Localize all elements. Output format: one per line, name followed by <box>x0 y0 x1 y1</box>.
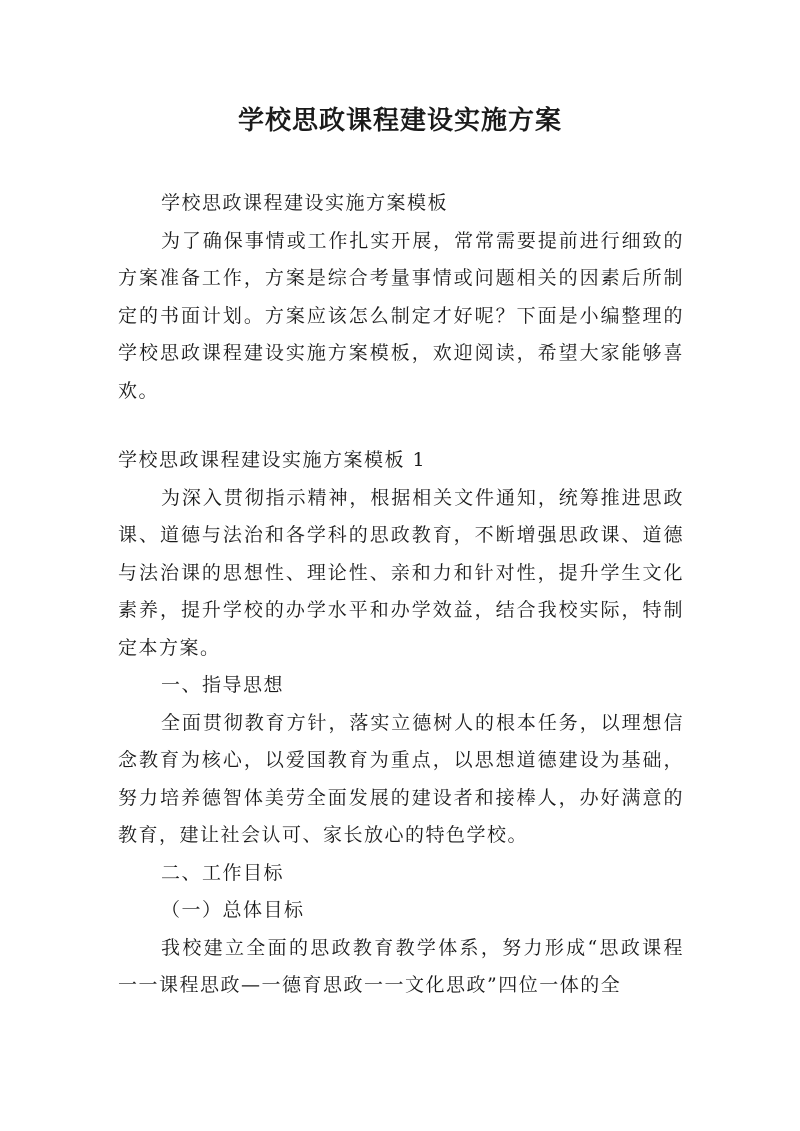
document-body <box>118 185 684 1005</box>
intro-paragraph: 为了确保事情或工作扎实开展，常常需要提前进行细致的方案准备工作，方案是综合考量事情或问题相关的因素后所制定的书面计划。方案应该怎么制定才好呢？下面是小编整理的学校思政课程建设实施方案模板，欢迎阅读，希望大家能够喜欢。 <box>118 229 684 402</box>
overall-goal-paragraph: 我校建立全面的思政教育教学体系，努力形成“思政课程一一课程思政—一德育思政一一文化思政”四位一体的全 <box>118 936 684 996</box>
heading-overall-goal: （一）总体目标 <box>161 899 305 921</box>
document-title: 学校思政课程建设实施方案 <box>237 106 562 136</box>
subtitle-paragraph: 学校思政课程建设实施方案模板 <box>161 192 449 214</box>
heading-work-goals: 二、工作目标 <box>161 861 285 884</box>
heading-guiding-ideology: 一、指导思想 <box>161 674 285 696</box>
section-heading-template-1: 学校思政课程建设实施方案模板 1 <box>118 449 427 471</box>
guiding-ideology-paragraph: 全面贯彻教育方针，落实立德树人的根本任务，以理想信念教育为核心，以爱国教育为重点，以思想道德建设为基础，努力培养德智体美劳全面发展的建设者和接棒人，办好满意的教育，建让社会认可、家长放心的特色学校。 <box>118 711 684 846</box>
purpose-paragraph: 为深入贯彻指示精神，根据相关文件通知，统筹推进思政课、道德与法治和各学科的思政教育，不断增强思政课、道德与法治课的思想性、理论性、亲和力和针对性，提升学生文化素养，提升学校的办学水平和办学效益，结合我校实际，特制定本方案。 <box>118 486 684 659</box>
